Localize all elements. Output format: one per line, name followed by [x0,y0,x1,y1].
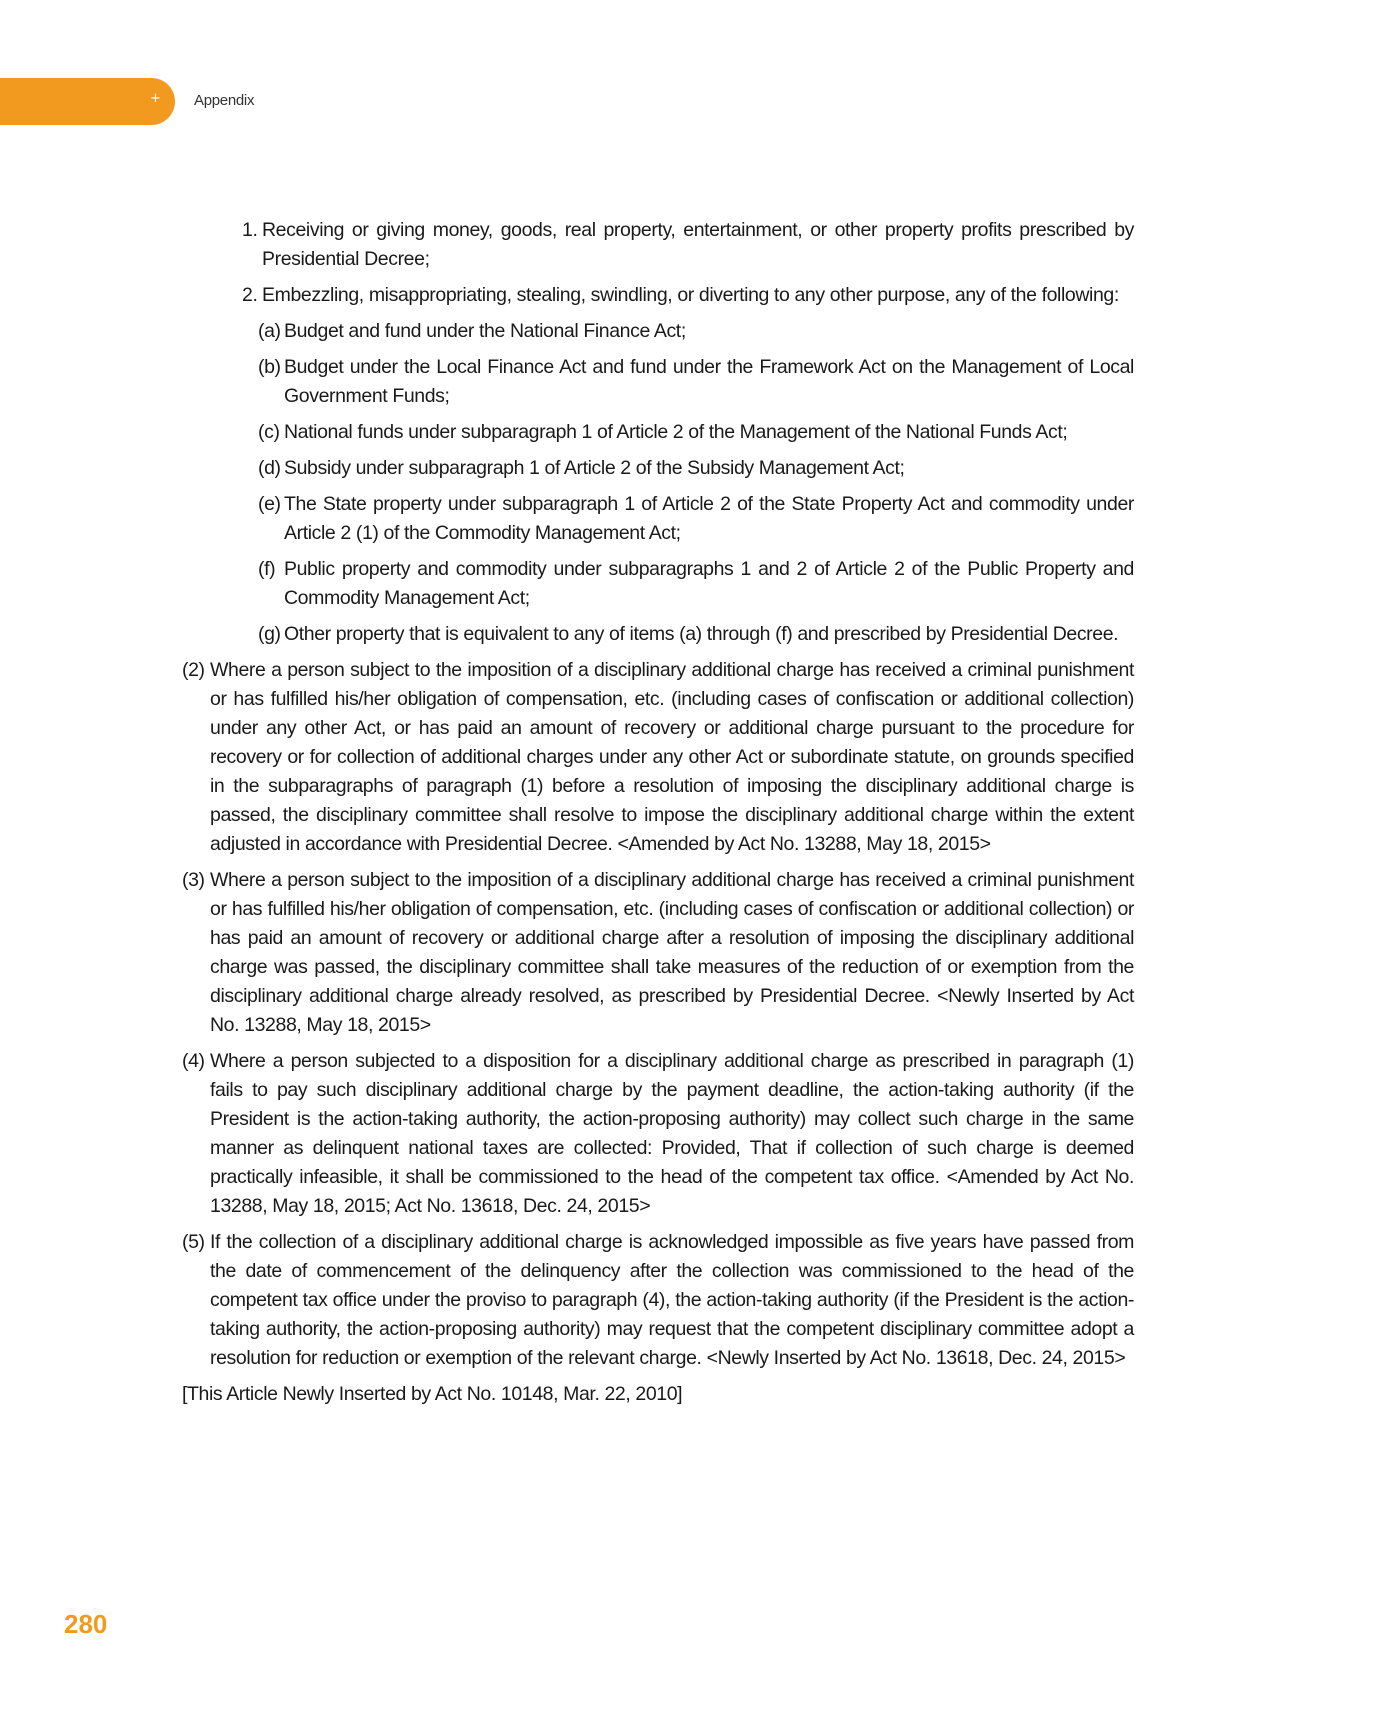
item-g [210,620,1134,649]
plus-icon: + [150,91,161,106]
item-label: (c) [258,421,280,443]
item-text: Other property that is equivalent to any of items (a) through (f) and prescribed by Presidential Decree. [284,623,1119,645]
page-number: 280 [64,1609,108,1639]
subparagraph-1 [210,216,1134,274]
item-label: (d) [258,457,281,479]
paragraph-label: (5) [182,1231,205,1253]
item-label: (f) [258,558,276,580]
paragraph-2 [182,656,1134,859]
item-text: Budget and fund under the National Finance Act; [284,320,686,342]
subparagraph-2 [210,281,1134,310]
paragraph-5 [182,1228,1134,1373]
item-label: (a) [258,320,281,342]
page-body [182,216,1134,1416]
subparagraph-text: Receiving or giving money, goods, real property, entertainment, or other property profits prescribed by Presidential Decree; [262,219,1134,270]
item-label: (e) [258,493,281,515]
item-e [210,490,1134,548]
subparagraph-label: 2. [242,284,258,306]
paragraph-label: (2) [182,659,205,681]
paragraph-text: If the collection of a disciplinary additional charge is acknowledged impossible as five years have passed from the date of commencement of the delinquency after the collection was commissioned to the head of the competent tax office under the proviso to paragraph (4), the action-taking authority (if the President is the action-taking authority, the action-proposing authority) may request that the competent disciplinary committee adopt a resolution for reduction or exemption of the relevant charge. <Newly Inserted by Act No. 13618, Dec. 24, 2015> [210,1231,1134,1369]
paragraph-4 [182,1047,1134,1221]
paragraph-label: (3) [182,869,205,891]
item-c [210,418,1134,447]
subparagraph-label: 1. [242,219,258,241]
section-title: Appendix [194,92,255,109]
item-label: (b) [258,356,281,378]
item-text: Subsidy under subparagraph 1 of Article 2 of the Subsidy Management Act; [284,457,905,479]
paragraph-text: Where a person subject to the imposition of a disciplinary additional charge has received a criminal punishment or has fulfilled his/her obligation of compensation, etc. (including cases of confiscation or additional collection) under any other Act, or has paid an amount of recovery or additional charge pursuant to the procedure for recovery or for collection of additional charges under any other Act or subordinate statute, on grounds specified in the subparagraphs of paragraph (1) before a resolution of imposing the disciplinary additional charge is passed, the disciplinary committee shall resolve to impose the disciplinary additional charge within the extent adjusted in accordance with Presidential Decree. <Amended by Act No. 13288, May 18, 2015> [210,659,1134,855]
paragraph-text: Where a person subjected to a disposition for a disciplinary additional charge as prescribed in paragraph (1) fails to pay such disciplinary additional charge by the payment deadline, the action-taking authority (if the President is the action-taking authority, the action-proposing authority) may collect such charge in the same manner as delinquent national taxes are collected: Provided, That if collection of such charge is deemed practically infeasible, it shall be commissioned to the head of the competent tax office. <Amended by Act No. 13288, May 18, 2015; Act No. 13618, Dec. 24, 2015> [210,1050,1134,1217]
item-text: Public property and commodity under subparagraphs 1 and 2 of Article 2 of the Public Property and Commodity Management Act; [284,558,1134,609]
item-b [210,353,1134,411]
item-text: Budget under the Local Finance Act and fund under the Framework Act on the Management of Local Government Funds; [284,356,1134,407]
section-tab [0,78,175,125]
paragraph-label: (4) [182,1050,205,1072]
item-text: The State property under subparagraph 1 of Article 2 of the State Property Act and commodity under Article 2 (1) of the Commodity Management Act; [284,493,1134,544]
subparagraph-text: Embezzling, misappropriating, stealing, swindling, or diverting to any other purpose, any of the following: [262,284,1119,306]
paragraph-3 [182,866,1134,1040]
item-f [210,555,1134,613]
paragraph-text: Where a person subject to the imposition of a disciplinary additional charge has received a criminal punishment or has fulfilled his/her obligation of compensation, etc. (including cases of confiscation or additional collection) or has paid an amount of recovery or additional charge after a resolution of imposing the disciplinary additional charge was passed, the disciplinary committee shall take measures of the reduction of or exemption from the disciplinary additional charge already resolved, as prescribed by Presidential Decree. <Newly Inserted by Act No. 13288, May 18, 2015> [210,869,1134,1036]
article-note: [This Article Newly Inserted by Act No. 10148, Mar. 22, 2010] [182,1383,683,1405]
item-text: National funds under subparagraph 1 of Article 2 of the Management of the National Funds Act; [284,421,1068,443]
item-a [210,317,1134,346]
item-d [210,454,1134,483]
item-label: (g) [258,623,281,645]
